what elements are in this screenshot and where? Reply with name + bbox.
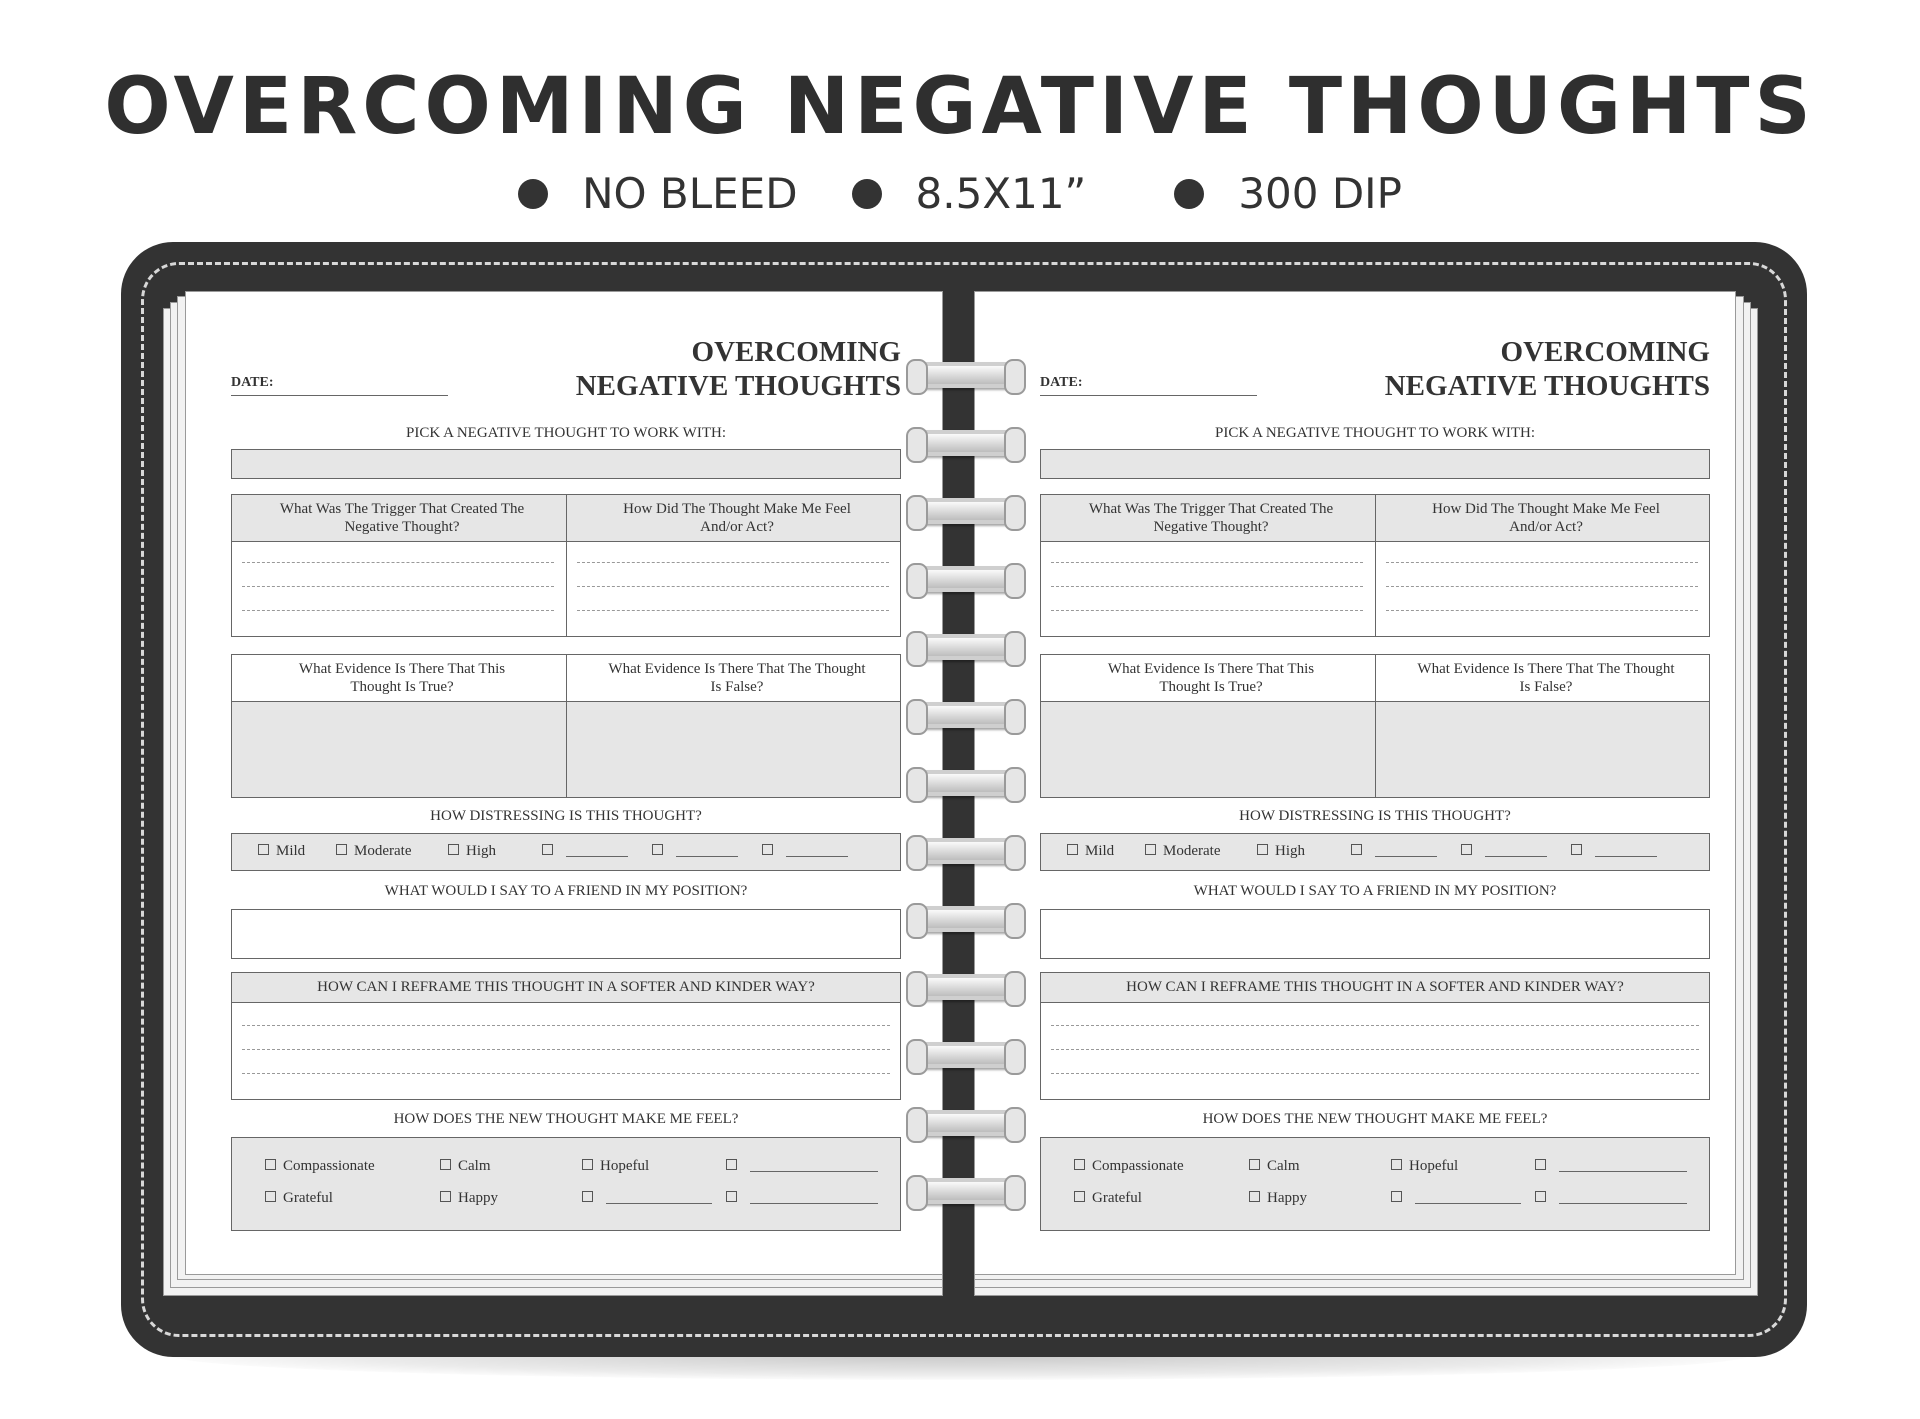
checkbox-icon bbox=[652, 844, 663, 855]
distress-option[interactable] bbox=[336, 843, 411, 860]
worksheet-form-right bbox=[1040, 335, 1710, 1235]
pick-thought-label: PICK A NEGATIVE THOUGHT TO WORK WITH: bbox=[405, 425, 726, 441]
trigger-heading: What Was The Trigger That Created The Negative Thought? bbox=[1088, 501, 1334, 535]
checkbox-icon bbox=[440, 1191, 451, 1202]
option-label: Hopeful bbox=[1409, 1158, 1459, 1174]
spiral-ring bbox=[910, 906, 1022, 932]
spec-item bbox=[518, 166, 797, 222]
option-label: Compassionate bbox=[1092, 1158, 1184, 1174]
writing-line bbox=[242, 1025, 890, 1026]
friend-field[interactable] bbox=[231, 909, 901, 959]
feel-option[interactable] bbox=[440, 1190, 498, 1207]
date-field[interactable] bbox=[231, 395, 448, 396]
spec-list bbox=[0, 166, 1920, 222]
distress-option[interactable] bbox=[1067, 843, 1114, 860]
feel-option[interactable] bbox=[1249, 1190, 1307, 1207]
reframe-label: HOW CAN I REFRAME THIS THOUGHT IN A SOFTER AND KINDER WAY? bbox=[317, 979, 815, 995]
checkbox-icon bbox=[1249, 1191, 1260, 1202]
blank-line bbox=[1559, 1203, 1687, 1204]
negative-thought-field[interactable] bbox=[231, 449, 901, 479]
option-label: Moderate bbox=[354, 843, 412, 859]
checkbox-icon bbox=[542, 844, 553, 855]
option-label: Happy bbox=[1267, 1190, 1307, 1206]
feel-option[interactable] bbox=[1249, 1158, 1300, 1175]
feel-option[interactable] bbox=[440, 1158, 491, 1175]
distress-label: HOW DISTRESSING IS THIS THOUGHT? bbox=[430, 808, 702, 824]
writing-line bbox=[1051, 1025, 1699, 1026]
trigger-feel-table bbox=[1040, 494, 1710, 637]
checkbox-icon bbox=[1535, 1191, 1546, 1202]
checkbox-icon bbox=[726, 1159, 737, 1170]
distress-option[interactable] bbox=[1145, 843, 1220, 860]
checkbox-icon bbox=[265, 1191, 276, 1202]
checkbox-icon bbox=[762, 844, 773, 855]
worksheet-form-left bbox=[231, 335, 901, 1235]
writing-line bbox=[577, 586, 889, 587]
checkbox-icon bbox=[726, 1191, 737, 1202]
friend-label: WHAT WOULD I SAY TO A FRIEND IN MY POSITION? bbox=[384, 883, 748, 899]
checkbox-icon bbox=[1257, 844, 1268, 855]
worksheet-title bbox=[576, 335, 901, 403]
bullet-icon bbox=[852, 179, 882, 209]
spiral-ring bbox=[910, 362, 1022, 388]
option-label: Grateful bbox=[1092, 1190, 1142, 1206]
worksheet-title-line: OVERCOMING bbox=[1500, 336, 1710, 368]
option-label: Calm bbox=[1267, 1158, 1300, 1174]
evidence-false-heading: What Evidence Is There That The Thought Is False? bbox=[1417, 661, 1675, 695]
evidence-table bbox=[231, 654, 901, 798]
feel-option[interactable] bbox=[265, 1158, 375, 1175]
worksheet-title bbox=[1385, 335, 1710, 403]
evidence-true-heading: What Evidence Is There That This Thought Is True? bbox=[298, 661, 506, 695]
feel-heading: How Did The Thought Make Me Feel And/or Act? bbox=[1432, 501, 1660, 535]
checkbox-icon bbox=[336, 844, 347, 855]
distress-option-blank[interactable] bbox=[1571, 843, 1657, 860]
distress-options bbox=[231, 833, 901, 871]
negative-thought-field[interactable] bbox=[1040, 449, 1710, 479]
writing-line bbox=[1386, 562, 1698, 563]
writing-line bbox=[242, 586, 554, 587]
reframe-header bbox=[232, 973, 900, 1003]
feel-option-blank[interactable] bbox=[1535, 1158, 1687, 1175]
trigger-heading: What Was The Trigger That Created The Negative Thought? bbox=[279, 501, 525, 535]
blank-line bbox=[750, 1171, 878, 1172]
blank-line bbox=[750, 1203, 878, 1204]
distress-option[interactable] bbox=[258, 843, 305, 860]
distress-options bbox=[1040, 833, 1710, 871]
writing-line bbox=[242, 562, 554, 563]
column-divider bbox=[566, 495, 567, 636]
checkbox-icon bbox=[448, 844, 459, 855]
trigger-feel-table bbox=[231, 494, 901, 637]
option-label: High bbox=[1275, 843, 1305, 859]
feel-option[interactable] bbox=[1391, 1158, 1458, 1175]
option-label: Happy bbox=[458, 1190, 498, 1206]
writing-line bbox=[1051, 562, 1363, 563]
friend-field[interactable] bbox=[1040, 909, 1710, 959]
checkbox-icon bbox=[1571, 844, 1582, 855]
feel-option-blank[interactable] bbox=[1535, 1190, 1687, 1207]
writing-line bbox=[577, 562, 889, 563]
blank-line bbox=[1595, 856, 1657, 857]
writing-line bbox=[242, 610, 554, 611]
worksheet-title-line: NEGATIVE THOUGHTS bbox=[575, 370, 901, 402]
feel-option-blank[interactable] bbox=[582, 1190, 712, 1207]
feel-option[interactable] bbox=[265, 1190, 333, 1207]
checkbox-icon bbox=[1391, 1159, 1402, 1170]
evidence-table bbox=[1040, 654, 1710, 798]
feel-option[interactable] bbox=[582, 1158, 649, 1175]
evidence-true-heading: What Evidence Is There That This Thought Is True? bbox=[1107, 661, 1315, 695]
distress-option-blank[interactable] bbox=[762, 843, 848, 860]
writing-line bbox=[1051, 1049, 1699, 1050]
distress-option[interactable] bbox=[448, 843, 496, 860]
spec-item bbox=[1174, 166, 1402, 222]
checkbox-icon bbox=[1461, 844, 1472, 855]
spiral-ring bbox=[910, 566, 1022, 592]
spiral-ring bbox=[910, 770, 1022, 796]
option-label: Compassionate bbox=[283, 1158, 375, 1174]
new-feel-options bbox=[1040, 1137, 1710, 1231]
distress-option-blank[interactable] bbox=[542, 843, 628, 860]
worksheet-title-line: NEGATIVE THOUGHTS bbox=[1384, 370, 1710, 402]
writing-line bbox=[242, 1073, 890, 1074]
option-label: Hopeful bbox=[600, 1158, 650, 1174]
checkbox-icon bbox=[1535, 1159, 1546, 1170]
blank-line bbox=[1375, 856, 1437, 857]
spiral-ring bbox=[910, 430, 1022, 456]
date-field[interactable] bbox=[1040, 395, 1257, 396]
feel-heading: How Did The Thought Make Me Feel And/or Act? bbox=[623, 501, 851, 535]
reframe-header bbox=[1041, 973, 1709, 1003]
product-title: OVERCOMING NEGATIVE THOUGHTS bbox=[104, 62, 1816, 152]
feel-option-blank[interactable] bbox=[726, 1190, 878, 1207]
checkbox-icon bbox=[258, 844, 269, 855]
evidence-false-heading: What Evidence Is There That The Thought Is False? bbox=[608, 661, 866, 695]
distress-label: HOW DISTRESSING IS THIS THOUGHT? bbox=[1239, 808, 1511, 824]
spiral-ring bbox=[910, 702, 1022, 728]
pick-thought-label: PICK A NEGATIVE THOUGHT TO WORK WITH: bbox=[1214, 425, 1535, 441]
checkbox-icon bbox=[1074, 1191, 1085, 1202]
new-feel-label: HOW DOES THE NEW THOUGHT MAKE ME FEEL? bbox=[393, 1111, 739, 1127]
writing-line bbox=[242, 1049, 890, 1050]
feel-option[interactable] bbox=[1074, 1158, 1184, 1175]
option-label: Grateful bbox=[283, 1190, 333, 1206]
bullet-icon bbox=[518, 179, 548, 209]
blank-line bbox=[1559, 1171, 1687, 1172]
blank-line bbox=[566, 856, 628, 857]
feel-option-blank[interactable] bbox=[1391, 1190, 1521, 1207]
checkbox-icon bbox=[582, 1191, 593, 1202]
checkbox-icon bbox=[1249, 1159, 1260, 1170]
spiral-ring bbox=[910, 498, 1022, 524]
friend-label: WHAT WOULD I SAY TO A FRIEND IN MY POSITION? bbox=[1193, 883, 1557, 899]
new-feel-options bbox=[231, 1137, 901, 1231]
writing-line bbox=[1051, 586, 1363, 587]
reframe-box bbox=[231, 972, 901, 1100]
distress-option-blank[interactable] bbox=[1461, 843, 1547, 860]
checkbox-icon bbox=[582, 1159, 593, 1170]
option-label: Mild bbox=[1085, 843, 1115, 859]
spec-label: 300 DIP bbox=[1238, 169, 1402, 218]
checkbox-icon bbox=[1067, 844, 1078, 855]
blank-line bbox=[1415, 1203, 1521, 1204]
spiral-ring bbox=[910, 1178, 1022, 1204]
checkbox-icon bbox=[1074, 1159, 1085, 1170]
option-label: Mild bbox=[276, 843, 306, 859]
writing-line bbox=[1051, 610, 1363, 611]
writing-line bbox=[1051, 1073, 1699, 1074]
distress-option-blank[interactable] bbox=[1351, 843, 1437, 860]
new-feel-label: HOW DOES THE NEW THOUGHT MAKE ME FEEL? bbox=[1202, 1111, 1548, 1127]
distress-option-blank[interactable] bbox=[652, 843, 738, 860]
column-divider bbox=[566, 655, 567, 797]
spiral-ring bbox=[910, 634, 1022, 660]
worksheet-title-line: OVERCOMING bbox=[691, 336, 901, 368]
distress-option[interactable] bbox=[1257, 843, 1305, 860]
date-label: DATE: bbox=[1040, 375, 1083, 390]
spec-label: 8.5X11” bbox=[915, 169, 1087, 218]
feel-option[interactable] bbox=[1074, 1190, 1142, 1207]
checkbox-icon bbox=[1391, 1191, 1402, 1202]
writing-line bbox=[1386, 610, 1698, 611]
spec-item bbox=[852, 166, 1087, 222]
spiral-ring bbox=[910, 1110, 1022, 1136]
checkbox-icon bbox=[1351, 844, 1362, 855]
date-label: DATE: bbox=[231, 375, 274, 390]
spec-label: NO BLEED bbox=[582, 169, 798, 218]
writing-line bbox=[577, 610, 889, 611]
blank-line bbox=[606, 1203, 712, 1204]
checkbox-icon bbox=[440, 1159, 451, 1170]
feel-option-blank[interactable] bbox=[726, 1158, 878, 1175]
checkbox-icon bbox=[265, 1159, 276, 1170]
column-divider bbox=[1375, 655, 1376, 797]
option-label: Moderate bbox=[1163, 843, 1221, 859]
spiral-ring bbox=[910, 838, 1022, 864]
blank-line bbox=[676, 856, 738, 857]
spiral-ring bbox=[910, 974, 1022, 1000]
blank-line bbox=[1485, 856, 1547, 857]
spiral-ring bbox=[910, 1042, 1022, 1068]
blank-line bbox=[786, 856, 848, 857]
reframe-box bbox=[1040, 972, 1710, 1100]
reframe-label: HOW CAN I REFRAME THIS THOUGHT IN A SOFTER AND KINDER WAY? bbox=[1126, 979, 1624, 995]
checkbox-icon bbox=[1145, 844, 1156, 855]
option-label: Calm bbox=[458, 1158, 491, 1174]
writing-line bbox=[1386, 586, 1698, 587]
column-divider bbox=[1375, 495, 1376, 636]
bullet-icon bbox=[1174, 179, 1204, 209]
option-label: High bbox=[466, 843, 496, 859]
